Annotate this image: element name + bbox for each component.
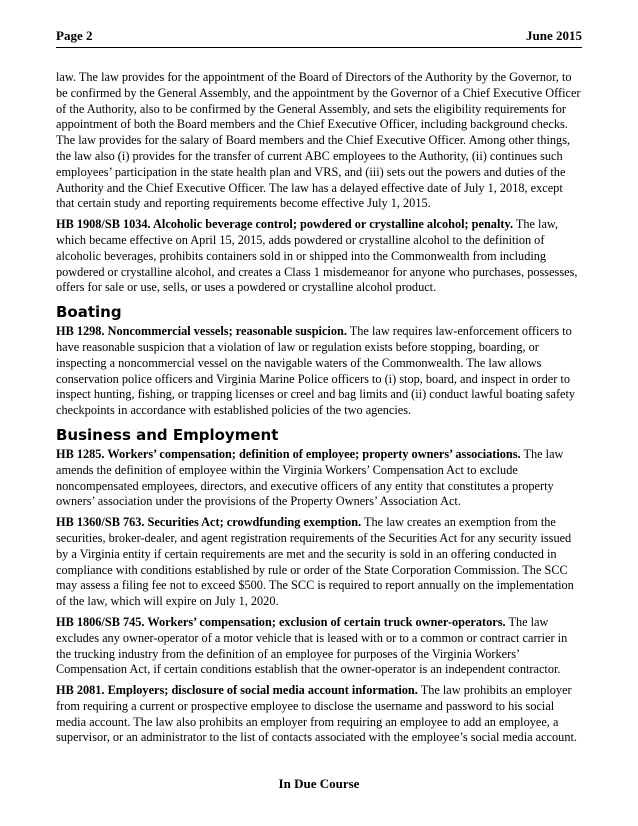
page-header xyxy=(56,28,582,44)
bill-title: HB 1360/SB 763. Securities Act; crowdfunding exemption. xyxy=(56,515,362,530)
section-heading-boating: Boating xyxy=(56,303,122,322)
bill-text: The law creates an exemption from the securities, broker-dealer, and agent registration requirements of the Securities Act for any security issued by a Virginia entity if certain requirements are met and the security is sold in an offering conducted in compliance with conditions established by rule or order of the State Corporation Commission. The SCC may assess a filing fee not to exceed $500. The SCC is required to report annually on the implementation of the law, which will expire on July 1, 2020. xyxy=(56,515,574,609)
bill-title: HB 1298. Noncommercial vessels; reasonable suspicion. xyxy=(56,324,347,339)
page-number: Page 2 xyxy=(56,28,93,43)
issue-date: June 2015 xyxy=(526,28,582,43)
page-footer: In Due Course xyxy=(278,776,360,791)
bill-entry xyxy=(56,217,584,296)
bill-entry xyxy=(56,683,584,746)
bill-text: The law amends the definition of employee within the Virginia Workers’ Compensation Act to exclude noncompensated employees, directors, and executive officers of any entity that constitutes a property owners’ association under the provisions of the Property Owners’ Association Act. xyxy=(56,446,564,509)
bill-entry xyxy=(56,615,584,678)
intro-paragraph: law. The law provides for the appointment of the Board of Directors of the Authority by the Governor, to be confirmed by the General Assembly, and the appointment by the Governor of a Chief Executive Officer of the Authority, also to be confirmed by the General Assembly, and sets the eligibility requirements for appointment of both the Board members and the Chief Executive Officer, including background checks. The law provides for the salary of Board members and the Chief Executive Officer. Among other things, the law also (i) provides for the transfer of current ABC employees to the Authority, (ii) continues such employees’ participation in the state health plan and VRS, and (iii) sets out the powers and duties of the Authority and the Chief Executive Officer. The law has a delayed effective date of July 1, 2018, except that certain study and reporting requirements become effective July 1, 2015. xyxy=(56,70,581,211)
bill-title: HB 2081. Employers; disclosure of social media account information. xyxy=(56,683,418,698)
bill-title: HB 1285. Workers’ compensation; definition of employee; property owners’ associations. xyxy=(56,446,521,461)
bill-entry xyxy=(56,324,584,419)
bill-text: The law requires law-enforcement officers to have reasonable suspicion that a violation of law or regulation exists before stopping, boarding, or inspecting a noncommercial vessel on the navigable waters of the Commonwealth. The law allows conservation police officers and Virginia Marine Police officers to (i) stop, board, and inspect in order to inspect hunting, fishing, or trapping licenses or creel and bag limits and (ii) conduct lawful boating safety checkpoints in accordance with established policies of the two agencies. xyxy=(56,324,576,418)
bill-text: The law excludes any owner-operator of a motor vehicle that is leased with or to a common or contract carrier in the trucking industry from the definition of an employee for purposes of the Virginia Workers’ Compensation Act, if certain conditions establish that the owner-operator is an independent contractor. xyxy=(56,614,568,677)
bill-text: The law prohibits an employer from requiring a current or prospective employee to disclose the username and password to his social media account. The law also prohibits an employer from requiring an employee to add an employee, a supervisor, or an administrator to the list of contacts associated with the employee’s social media account. xyxy=(56,683,577,745)
bill-entry xyxy=(56,447,584,510)
bill-entry xyxy=(56,515,584,610)
bill-text: The law, which became effective on April 15, 2015, adds powdered or crystalline alcohol to the definition of alcoholic beverages, prohibits containers sold in or shipped into the Commonwealth from including powdered or crystalline alcohol, and creates a Class 1 misdemeanor for anyone who purchases, possesses, offers for sale or use, sells, or uses a powdered or crystalline alcohol product. xyxy=(56,217,578,295)
header-divider xyxy=(56,47,582,48)
document-body xyxy=(56,70,584,751)
bill-title: HB 1908/SB 1034. Alcoholic beverage control; powdered or crystalline alcohol; penalty. xyxy=(56,217,514,232)
bill-title: HB 1806/SB 745. Workers’ compensation; exclusion of certain truck owner-operators. xyxy=(56,614,506,629)
section-heading-business-employment: Business and Employment xyxy=(56,425,279,444)
